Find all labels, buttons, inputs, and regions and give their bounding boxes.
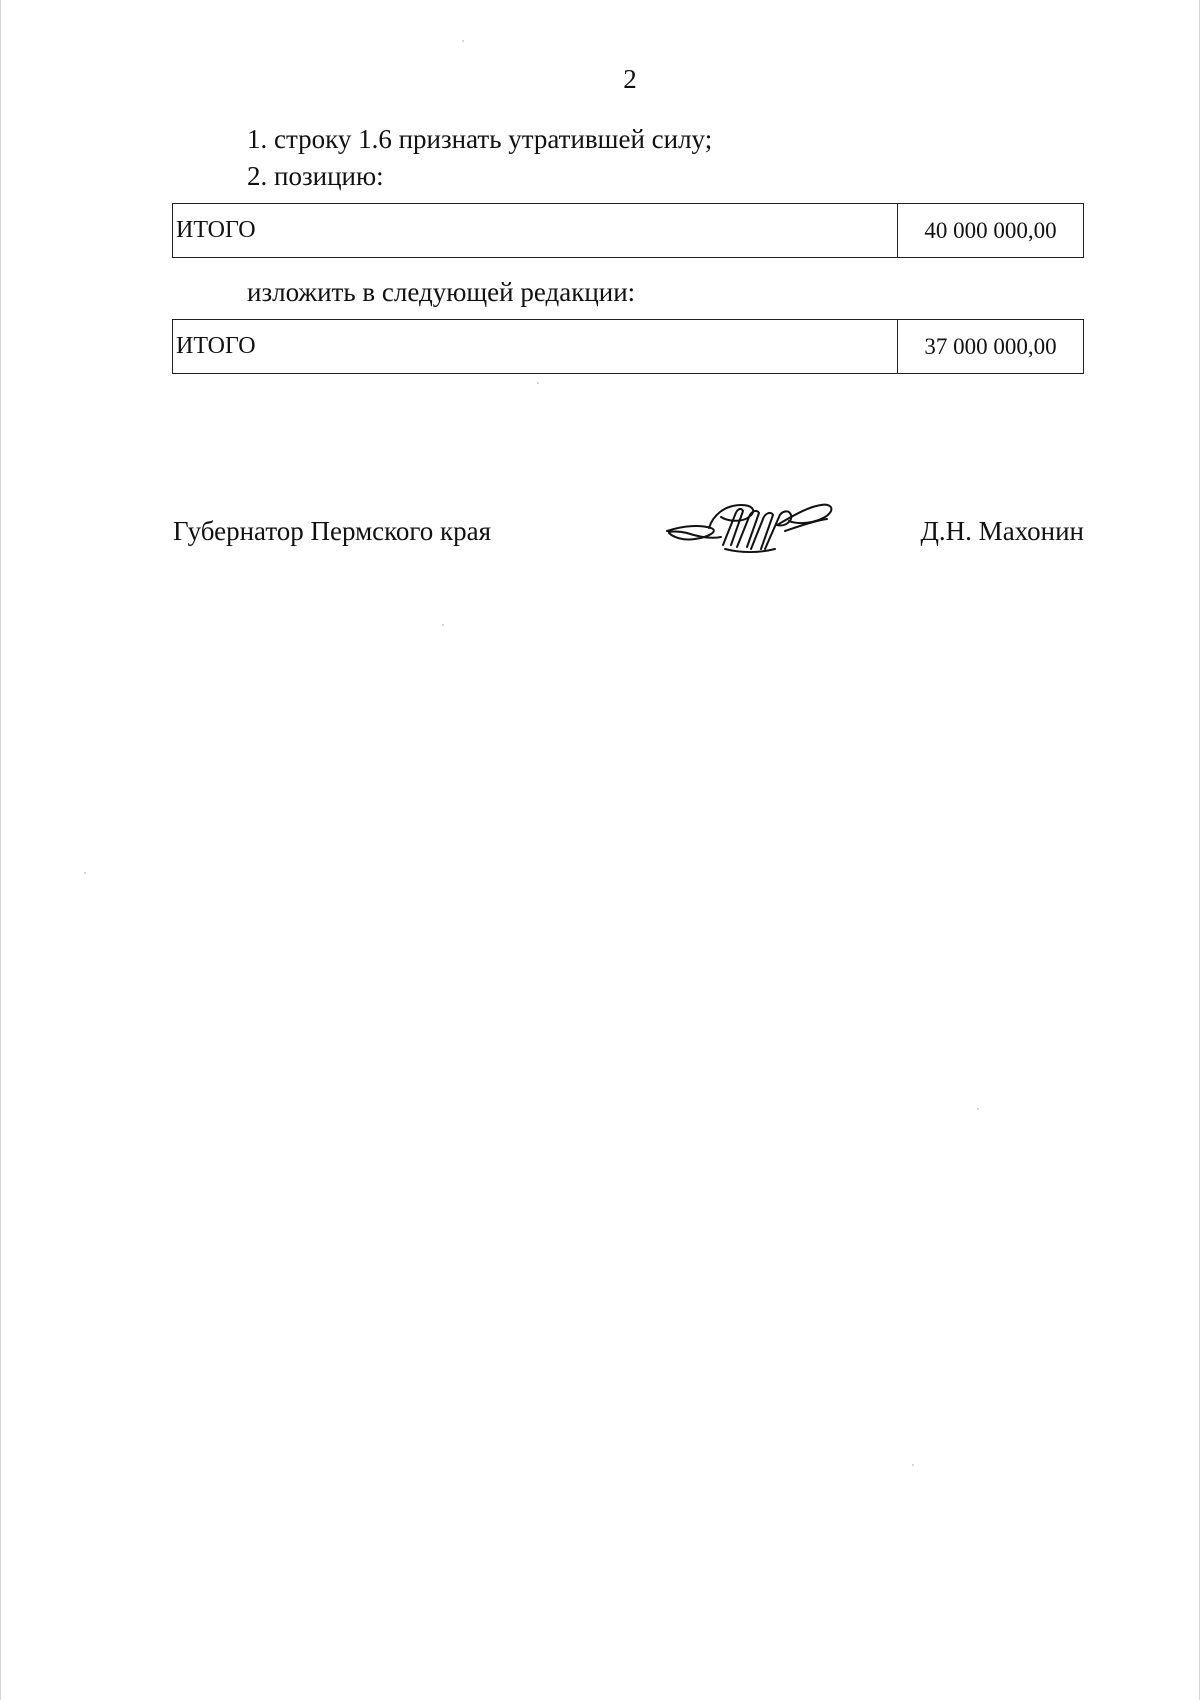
scan-speck <box>462 40 464 42</box>
scan-speck <box>84 872 86 874</box>
scan-speck <box>912 1464 914 1466</box>
scan-speck <box>977 1108 979 1110</box>
handwritten-signature <box>665 497 837 559</box>
page-left-edge <box>0 0 1 1700</box>
page-number: 2 <box>623 64 637 94</box>
new-total-row <box>172 319 1084 374</box>
item-2: 2. позицию: <box>247 161 384 191</box>
signature-block <box>173 516 1084 556</box>
signatory-position: Губернатор Пермского края <box>173 516 492 546</box>
original-total-label: ИТОГО <box>173 204 898 257</box>
scan-speck <box>442 624 444 626</box>
scan-speck <box>537 382 539 384</box>
original-total-row <box>172 203 1084 258</box>
item-1: 1. строку 1.6 признать утратившей силу; <box>247 124 713 154</box>
new-total-label: ИТОГО <box>173 320 898 373</box>
original-total-amount: 40 000 000,00 <box>924 217 1057 243</box>
new-total-amount: 37 000 000,00 <box>924 333 1057 359</box>
signatory-name: Д.Н. Махонин <box>920 516 1084 546</box>
transition-text: изложить в следующей редакции: <box>247 277 636 307</box>
